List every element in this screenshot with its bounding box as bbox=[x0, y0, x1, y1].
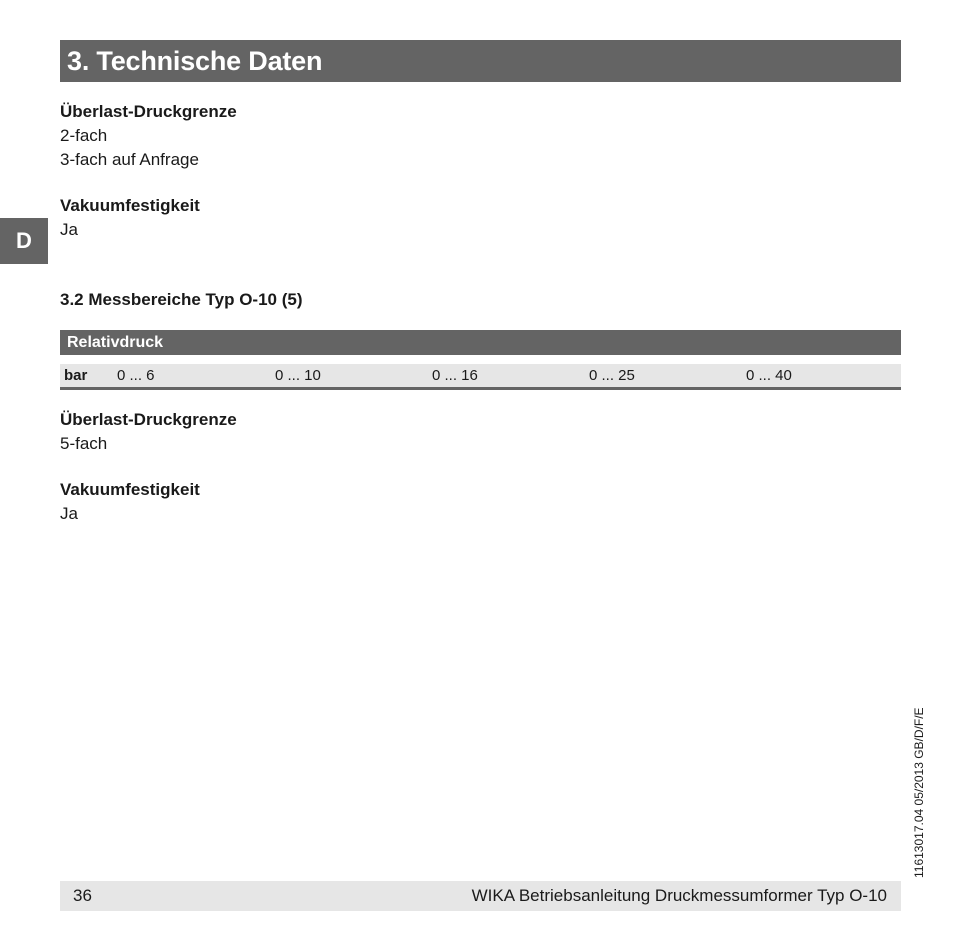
table-cell: 0 ... 40 bbox=[746, 367, 792, 384]
page-number: 36 bbox=[73, 886, 92, 905]
table-cell: 0 ... 16 bbox=[432, 367, 478, 384]
section-title: 3.2 Messbereiche Typ O-10 (5) bbox=[60, 290, 303, 309]
footer-text: WIKA Betriebsanleitung Druckmessumformer Typ O-10 bbox=[471, 886, 887, 905]
vacuum-resistance-block-bottom bbox=[60, 478, 200, 526]
vacuum-resistance-value: Ja bbox=[60, 220, 78, 239]
language-tab: D bbox=[0, 218, 48, 264]
document-code: 11613017.04 05/2013 GB/D/F/E bbox=[912, 707, 926, 878]
table-cell: 0 ... 6 bbox=[117, 367, 155, 384]
table-cell: 0 ... 25 bbox=[589, 367, 635, 384]
page-footer bbox=[60, 881, 901, 911]
vacuum-resistance-label: Vakuumfestigkeit bbox=[60, 196, 200, 215]
vacuum-resistance-block-top bbox=[60, 194, 200, 242]
table-cell: 0 ... 10 bbox=[275, 367, 321, 384]
vacuum-resistance-label: Vakuumfestigkeit bbox=[60, 480, 200, 499]
overload-limit-block-top bbox=[60, 100, 237, 172]
overload-limit-label: Überlast-Druckgrenze bbox=[60, 102, 237, 121]
overload-limit-value: 2-fach bbox=[60, 126, 108, 145]
table-header: Relativdruck bbox=[60, 330, 901, 355]
overload-limit-label: Überlast-Druckgrenze bbox=[60, 410, 237, 429]
table-unit: bar bbox=[64, 367, 88, 384]
overload-limit-value: 5-fach bbox=[60, 434, 108, 453]
vacuum-resistance-value: Ja bbox=[60, 504, 78, 523]
overload-limit-value: 3-fach auf Anfrage bbox=[60, 150, 199, 169]
table-row bbox=[60, 364, 901, 390]
chapter-title: 3. Technische Daten bbox=[60, 40, 901, 82]
overload-limit-block-bottom bbox=[60, 408, 237, 456]
